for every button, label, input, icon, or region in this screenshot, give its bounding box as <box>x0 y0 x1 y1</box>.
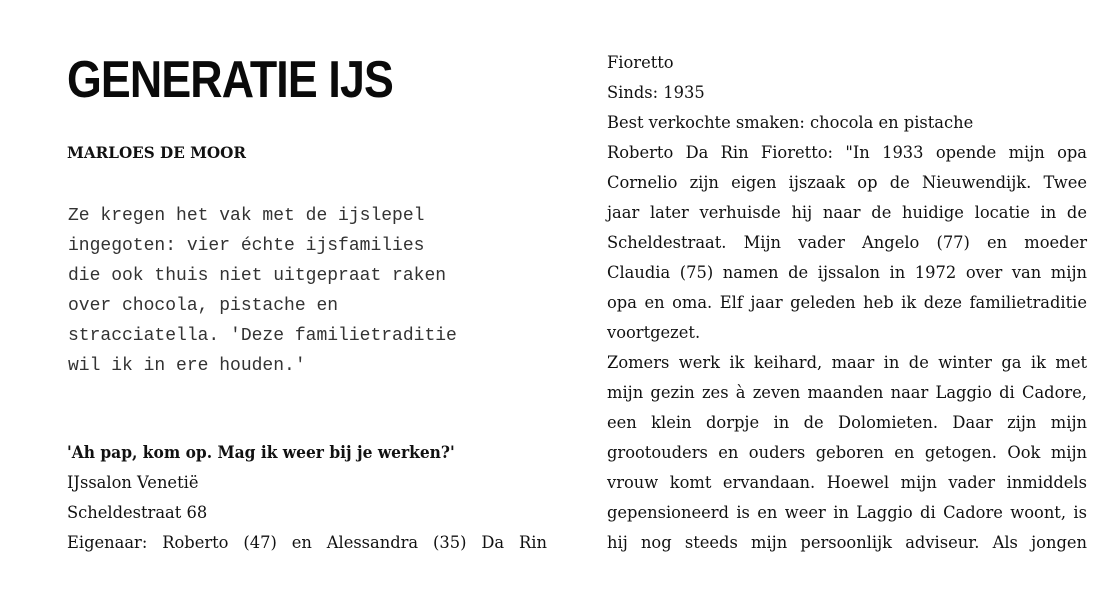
intro-line: stracciatella. 'Deze familietraditie <box>68 326 457 346</box>
article-title: GENERATIE IJS <box>67 51 393 109</box>
intro-paragraph <box>68 201 558 381</box>
intro-line: wil ik in ere houden.' <box>68 356 306 376</box>
author-byline: MARLOES DE MOOR <box>67 143 247 162</box>
body-line: Roberto Da Rin Fioretto: "In 1933 opende mijn opa <box>607 143 1087 162</box>
shop-name: IJssalon Venetië <box>67 473 199 492</box>
body-line: opa en oma. Elf jaar geleden heb ik deze familietraditie <box>607 293 1087 312</box>
intro-line: die ook thuis niet uitgepraat raken <box>68 266 447 286</box>
shop-owner: Eigenaar: Roberto (47) en Alessandra (35) Da Rin <box>67 533 547 552</box>
intro-line: ingegoten: vier échte ijsfamilies <box>68 236 425 256</box>
intro-line: Ze kregen het vak met de ijslepel <box>68 206 425 226</box>
body-line: Claudia (75) namen de ijssalon in 1972 over van mijn <box>607 263 1087 282</box>
shop-info-block <box>67 438 547 558</box>
body-line: vrouw komt ervandaan. Hoewel mijn vader inmiddels <box>607 473 1087 492</box>
body-line: Sinds: 1935 <box>607 83 705 102</box>
intro-line: over chocola, pistache en <box>68 296 339 316</box>
body-line: Best verkochte smaken: chocola en pistache <box>607 113 974 132</box>
body-line: Zomers werk ik keihard, maar in de winter ga ik met <box>607 353 1087 372</box>
body-line: jaar later verhuisde hij naar de huidige locatie in de <box>607 203 1087 222</box>
body-line: gepensioneerd is en weer in Laggio di Cadore woont, is <box>607 503 1087 522</box>
body-line: Cornelio zijn eigen ijszaak op de Nieuwendijk. Twee <box>607 173 1087 192</box>
body-line: Fioretto <box>607 53 674 72</box>
body-line: een klein dorpje in de Dolomieten. Daar zijn mijn <box>607 413 1087 432</box>
shop-address: Scheldestraat 68 <box>67 503 208 522</box>
body-line: voortgezet. <box>607 323 701 342</box>
body-line: mijn gezin zes à zeven maanden naar Laggio di Cadore, <box>607 383 1087 402</box>
pull-quote: 'Ah pap, kom op. Mag ik weer bij je werken?' <box>67 443 455 462</box>
body-line: hij nog steeds mijn persoonlijk adviseur. Als jongen <box>607 533 1087 552</box>
body-line: Scheldestraat. Mijn vader Angelo (77) en moeder <box>607 233 1087 252</box>
body-line: grootouders en ouders geboren en getogen. Ook mijn <box>607 443 1087 462</box>
body-column <box>607 48 1087 558</box>
